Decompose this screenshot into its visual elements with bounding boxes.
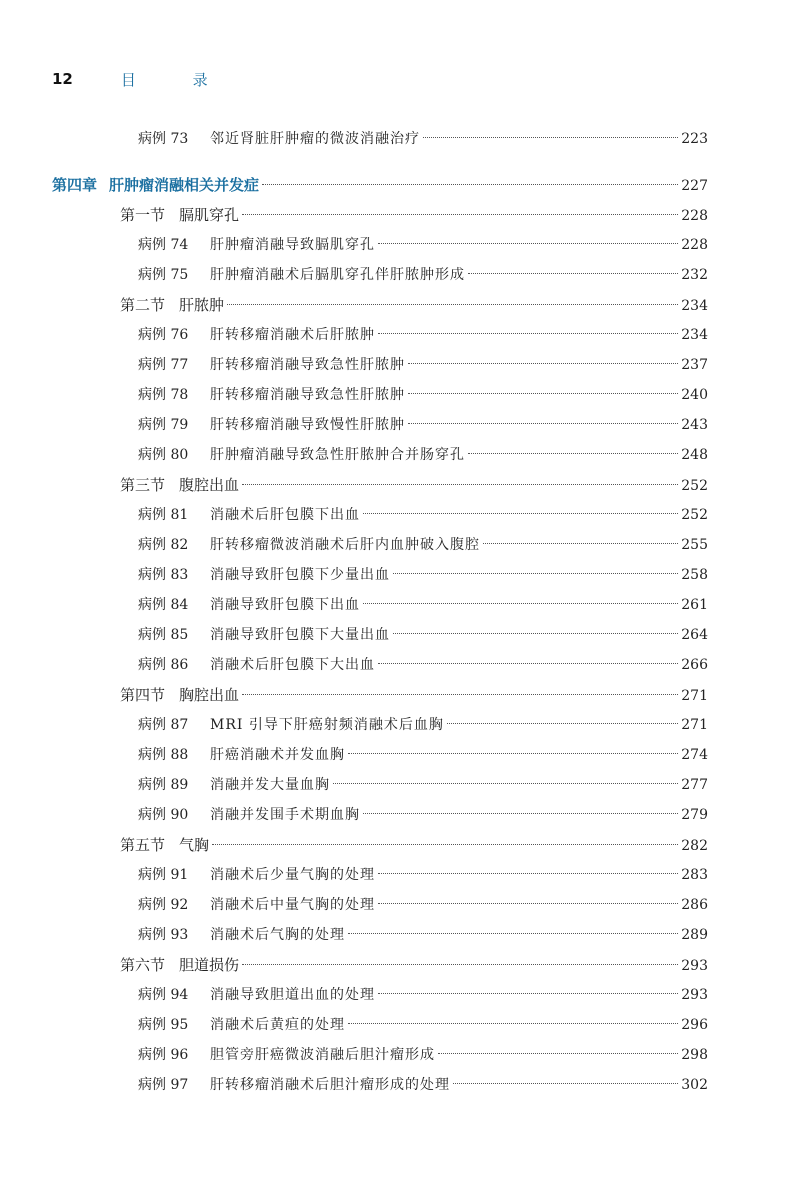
toc-case-entry [0,350,800,380]
toc-case-entry [0,260,800,290]
toc-entry-page-number: 243 [681,417,708,433]
toc-case-entry [0,530,800,560]
dot-leader [378,243,678,244]
toc-entry-title: 腹腔出血 [179,476,240,494]
toc-section-entry [0,830,800,860]
dot-leader [468,273,678,274]
toc-entry-page-number: 277 [681,777,708,793]
toc-entry-label: 病例 73 [138,131,189,147]
toc-entry-label: 病例 84 [138,597,189,613]
toc-entry-page-number: 266 [681,657,708,673]
toc-case-entry [0,980,800,1010]
toc-entry-page-number: 298 [681,1047,708,1063]
toc-entry-label: 病例 77 [138,357,189,373]
toc-entry-page-number: 274 [681,747,708,763]
toc-case-entry [0,650,800,680]
toc-entry-page-number: 279 [681,807,708,823]
toc-entry-label: 病例 88 [138,747,189,763]
toc-entry-page-number: 237 [681,357,708,373]
dot-leader [348,933,678,934]
toc-entry-page-number: 232 [681,267,708,283]
dot-leader [423,137,678,138]
dot-leader [393,633,678,634]
toc-entry-label: 病例 87 [138,717,189,733]
dot-leader [447,723,678,724]
toc-entry-label: 病例 96 [138,1047,189,1063]
dot-leader [378,333,678,334]
toc-entry-title: 消融术后肝包膜下出血 [210,507,360,523]
toc-case-entry [0,1010,800,1040]
dot-leader [363,813,678,814]
toc-entry-label: 病例 76 [138,327,189,343]
toc-entry-title: 消融导致肝包膜下大量出血 [210,627,390,643]
dot-leader [242,694,678,695]
toc-entry-title: 消融术后中量气胸的处理 [210,897,375,913]
toc-entry-title: 肝肿瘤消融导致急性肝脓肿合并肠穿孔 [210,447,465,463]
toc-entry-page-number: 252 [681,478,708,494]
toc-entry-title: 消融导致胆道出血的处理 [210,987,375,1003]
toc-entry-label: 病例 75 [138,267,189,283]
toc-entry-label: 病例 82 [138,537,189,553]
toc-entry-title: 肝转移瘤消融导致急性肝脓肿 [210,387,405,403]
toc-entry-label: 病例 90 [138,807,189,823]
toc-entry-page-number: 234 [681,298,708,314]
toc-entry-title: 消融导致肝包膜下出血 [210,597,360,613]
toc-entry-label: 病例 78 [138,387,189,403]
toc-entry-title: MRI 引导下肝癌射频消融术后血胸 [210,717,444,733]
toc-entry-label: 病例 92 [138,897,189,913]
toc-entry-page-number: 255 [681,537,708,553]
dot-leader [227,304,678,305]
dot-leader [212,844,678,845]
toc-entry-title: 肝转移瘤微波消融术后肝内血肿破入腹腔 [210,537,480,553]
toc-entry-page-number: 283 [681,867,708,883]
dot-leader [242,214,678,215]
toc-entry-label: 病例 93 [138,927,189,943]
toc-entry-title: 胆管旁肝癌微波消融后胆汁瘤形成 [210,1047,435,1063]
toc-section-entry [0,950,800,980]
toc-entry-title: 消融术后肝包膜下大出血 [210,657,375,673]
toc-case-entry [0,320,800,350]
dot-leader [378,993,678,994]
toc-entry-label: 病例 79 [138,417,189,433]
dot-leader [408,423,678,424]
toc-entry-page-number: 261 [681,597,708,613]
toc-case-entry [0,380,800,410]
toc-entry-title: 肝转移瘤消融导致急性肝脓肿 [210,357,405,373]
toc-entry-label: 病例 81 [138,507,189,523]
toc-entry-page-number: 228 [681,237,708,253]
toc-entry-page-number: 271 [681,717,708,733]
toc-case-entry [0,920,800,950]
dot-leader [483,543,678,544]
toc-entry-label: 第四章 [52,176,98,194]
toc-entry-page-number: 248 [681,447,708,463]
toc-entry-label: 第五节 [120,836,166,854]
toc-entry-title: 气胸 [179,836,210,854]
toc-entry-title: 消融导致肝包膜下少量出血 [210,567,390,583]
toc-entry-title: 胸腔出血 [179,686,240,704]
toc-entry-page-number: 296 [681,1017,708,1033]
toc-section-entry [0,200,800,230]
toc-entry-label: 病例 85 [138,627,189,643]
toc-section-entry [0,680,800,710]
dot-leader [378,873,678,874]
dot-leader [348,1023,678,1024]
toc-entry-title: 胆道损伤 [179,956,240,974]
toc-entry-title: 肝肿瘤消融术后膈肌穿孔伴肝脓肿形成 [210,267,465,283]
toc-entry-page-number: 252 [681,507,708,523]
toc-case-entry [0,560,800,590]
toc-entry-label: 病例 89 [138,777,189,793]
toc-entry-label: 病例 94 [138,987,189,1003]
toc-entry-page-number: 240 [681,387,708,403]
page-header [52,66,234,92]
toc-section-entry [0,470,800,500]
dot-leader [363,513,678,514]
toc-case-entry [0,230,800,260]
dot-leader [468,453,678,454]
toc-entry-title: 消融术后少量气胸的处理 [210,867,375,883]
toc-entry-label: 第六节 [120,956,166,974]
toc-entry-page-number: 223 [681,131,708,147]
toc-case-entry [0,800,800,830]
toc-entry-page-number: 282 [681,838,708,854]
toc-case-entry [0,590,800,620]
toc-entry-title: 膈肌穿孔 [179,206,240,224]
dot-leader [393,573,678,574]
toc-entry-label: 第四节 [120,686,166,704]
toc-entry-label: 第二节 [120,296,166,314]
toc-entry-title: 消融术后黄疸的处理 [210,1017,345,1033]
toc-entry-label: 病例 95 [138,1017,189,1033]
toc-entry-page-number: 271 [681,688,708,704]
dot-leader [262,184,678,185]
toc-entry-label: 病例 97 [138,1077,189,1093]
toc-case-entry [0,500,800,530]
toc-entry-title: 肝脓肿 [179,296,225,314]
toc-entry-page-number: 286 [681,897,708,913]
dot-leader [378,903,678,904]
toc-entry-page-number: 227 [681,178,708,194]
toc-entry-title: 肝癌消融术并发血胸 [210,747,345,763]
toc-entry-page-number: 264 [681,627,708,643]
dot-leader [363,603,678,604]
page-number: 12 [52,70,73,88]
toc-entry-title: 肝转移瘤消融导致慢性肝脓肿 [210,417,405,433]
toc-entry-label: 第一节 [120,206,166,224]
toc-case-entry [0,710,800,740]
toc-case-entry [0,890,800,920]
toc-case-entry [0,410,800,440]
toc-case-entry [0,620,800,650]
toc-section-entry [0,290,800,320]
toc-entry-title: 消融并发大量血胸 [210,777,330,793]
toc-entry-label: 病例 86 [138,657,189,673]
toc-entry-title: 肝转移瘤消融术后胆汁瘤形成的处理 [210,1077,450,1093]
toc-entry-title: 消融术后气胸的处理 [210,927,345,943]
toc-entry-label: 第三节 [120,476,166,494]
toc-case-entry [0,124,800,154]
toc-entry-label: 病例 83 [138,567,189,583]
toc-case-entry [0,1070,800,1100]
toc-entry-page-number: 228 [681,208,708,224]
dot-leader [378,663,678,664]
dot-leader [408,393,678,394]
toc-entry-title: 肝肿瘤消融导致膈肌穿孔 [210,237,375,253]
dot-leader [333,783,678,784]
toc-entry-page-number: 293 [681,958,708,974]
dot-leader [348,753,678,754]
dot-leader [438,1053,678,1054]
toc-entry-page-number: 302 [681,1077,708,1093]
toc-entry-title: 邻近肾脏肝肿瘤的微波消融治疗 [210,131,420,147]
running-title: 目 录 [120,70,234,89]
toc-entry-page-number: 258 [681,567,708,583]
toc-entry-page-number: 293 [681,987,708,1003]
toc-entry-title: 肝转移瘤消融术后肝脓肿 [210,327,375,343]
dot-leader [242,964,678,965]
toc-entry-page-number: 289 [681,927,708,943]
toc-entry-label: 病例 80 [138,447,189,463]
toc-entry-page-number: 234 [681,327,708,343]
toc-case-entry [0,770,800,800]
toc-case-entry [0,860,800,890]
toc-case-entry [0,740,800,770]
toc-entry-label: 病例 74 [138,237,189,253]
dot-leader [242,484,678,485]
toc-entry-title: 肝肿瘤消融相关并发症 [109,176,260,194]
dot-leader [408,363,678,364]
toc-case-entry [0,1040,800,1070]
toc-entry-label: 病例 91 [138,867,189,883]
toc-entry-title: 消融并发围手术期血胸 [210,807,360,823]
toc-chapter-entry [0,170,800,200]
dot-leader [453,1083,678,1084]
toc-case-entry [0,440,800,470]
